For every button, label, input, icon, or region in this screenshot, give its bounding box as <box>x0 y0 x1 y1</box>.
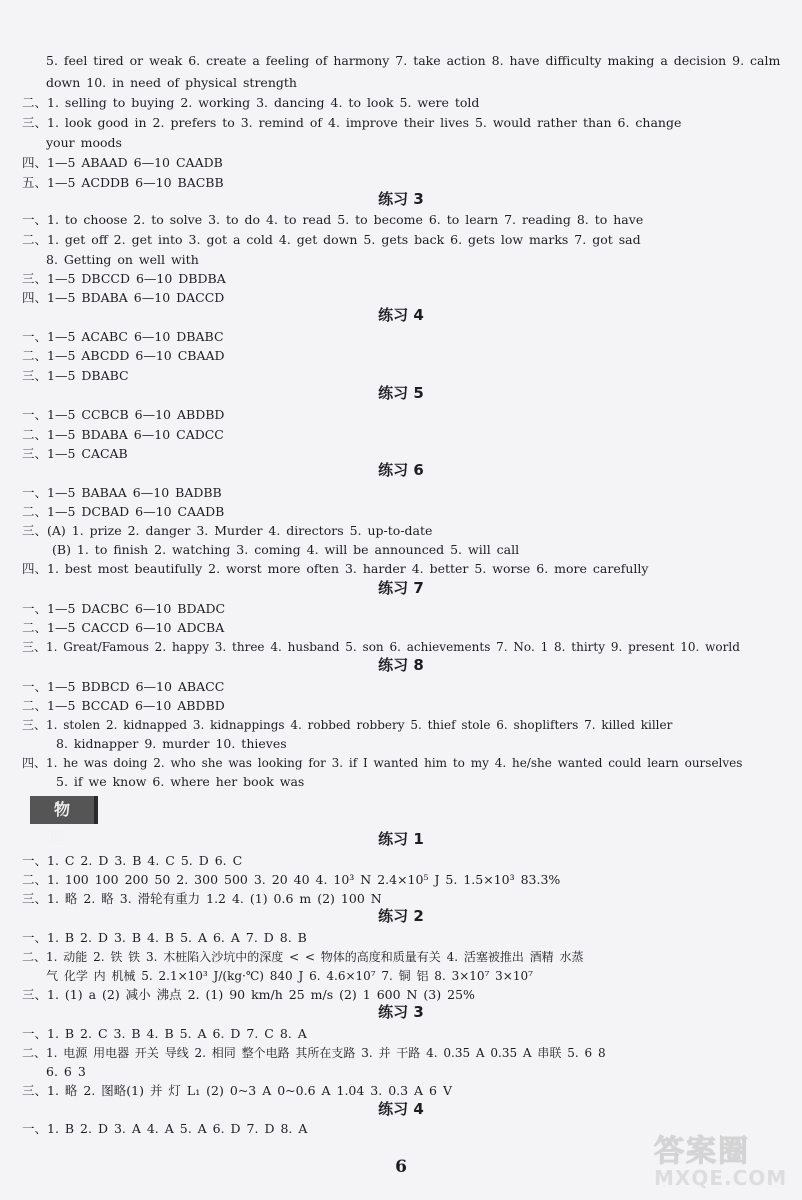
site-watermark <box>654 1126 794 1196</box>
answer-line: 一、1—5 DACBC 6—10 BDADC <box>22 601 226 616</box>
page-number: 6 <box>395 1157 407 1177</box>
answer-line: 8. Getting on well with <box>46 252 199 267</box>
answer-line: 一、1—5 BDBCD 6—10 ABACC <box>22 679 225 694</box>
answer-line: 四、1. he was doing 2. who she was looking for 3. if I wanted him to my 4. he/she wanted could learn ourselves <box>22 756 743 770</box>
answer-line: 二、1—5 DCBAD 6—10 CAADB <box>22 504 225 519</box>
answer-line: 三、(A) 1. prize 2. danger 3. Murder 4. directors 5. up-to-date <box>22 523 433 538</box>
exercise-title: 练习 8 <box>378 656 424 674</box>
answer-line: 二、1. 电源 用电器 开关 导线 2. 相同 整个电路 其所在支路 3. 并 干路 4. 0.35 A 0.35 A 串联 5. 6 8 <box>22 1046 606 1060</box>
exercise-title: 练习 2 <box>378 907 424 925</box>
exercise-title: 练习 4 <box>378 1100 424 1118</box>
answer-line: 一、1. B 2. C 3. B 4. B 5. A 6. D 7. C 8. A <box>22 1026 307 1041</box>
answer-line: 一、1. to choose 2. to solve 3. to do 4. to read 5. to become 6. to learn 7. reading 8. to have <box>22 212 644 227</box>
answer-line: 三、1. stolen 2. kidnapped 3. kidnappings 4. robbed robbery 5. thief stole 6. shoplifters 7. killed killer <box>22 718 673 732</box>
answer-line: 四、1—5 BDABA 6—10 DACCD <box>22 290 225 305</box>
answer-line: 三、1—5 DBCCD 6—10 DBDBA <box>22 271 226 286</box>
subject-label-physics: 物 理 <box>30 796 98 824</box>
exercise-title: 练习 3 <box>378 190 424 208</box>
answer-line: 三、1. 略 2. 图略(1) 并 灯 L₁ (2) 0~3 A 0~0.6 A 1.04 3. 0.3 A 6 V <box>22 1083 453 1098</box>
answer-line: 一、1—5 ACABC 6—10 DBABC <box>22 329 224 344</box>
answer-line: 一、1. B 2. D 3. A 4. A 5. A 6. D 7. D 8. A <box>22 1121 308 1136</box>
answer-line: 三、1. (1) a (2) 减小 沸点 2. (1) 90 km/h 25 m/s (2) 1 600 N (3) 25% <box>22 987 475 1002</box>
answer-line: 二、1. get off 2. get into 3. got a cold 4. get down 5. gets back 6. gets low marks 7. got sad <box>22 232 641 247</box>
answer-line: 三、1—5 CACAB <box>22 446 128 461</box>
exercise-title: 练习 5 <box>378 384 424 402</box>
answer-line: 5. feel tired or weak 6. create a feeling of harmony 7. take action 8. have difficulty making a decision 9. calm <box>46 53 781 68</box>
watermark-domain: MXQE.COM <box>654 1166 788 1190</box>
answer-line: 一、1—5 BABAA 6—10 BADBB <box>22 485 222 500</box>
answer-line: 三、1. look good in 2. prefers to 3. remind of 4. improve their lives 5. would rather than 6. change <box>22 115 682 130</box>
answer-line: (B) 1. to finish 2. watching 3. coming 4. will be announced 5. will call <box>52 542 520 557</box>
answer-line: 二、1—5 BDABA 6—10 CADCC <box>22 427 224 442</box>
watermark-logo-text: 答案圈 <box>654 1134 750 1169</box>
exercise-title: 练习 3 <box>378 1003 424 1021</box>
answer-line: 8. kidnapper 9. murder 10. thieves <box>56 736 287 751</box>
answer-line: 四、1—5 ABAAD 6—10 CAADB <box>22 155 223 170</box>
answer-line: 四、1. best most beautifully 2. worst more often 3. harder 4. better 5. worse 6. more carefully <box>22 561 649 576</box>
exercise-title: 练习 7 <box>378 579 424 597</box>
answer-line: 二、1—5 BCCAD 6—10 ABDBD <box>22 698 225 713</box>
answer-line: 一、1—5 CCBCB 6—10 ABDBD <box>22 407 225 422</box>
answer-line: 二、1. 动能 2. 铁 铁 3. 木桩陷入沙坑中的深度 < < 物体的高度和质量有关 4. 活塞被推出 酒精 水蒸 <box>22 950 584 964</box>
exercise-title: 练习 4 <box>378 306 424 324</box>
answer-line: 一、1. C 2. D 3. B 4. C 5. D 6. C <box>22 853 243 868</box>
answer-line: 三、1. 略 2. 略 3. 滑轮有重力 1.2 4. (1) 0.6 m (2) 100 N <box>22 891 382 906</box>
answer-line: 一、1. B 2. D 3. B 4. B 5. A 6. A 7. D 8. B <box>22 930 307 945</box>
answer-line: 三、1—5 DBABC <box>22 368 129 383</box>
answer-line: 二、1. selling to buying 2. working 3. dancing 4. to look 5. were told <box>22 95 480 110</box>
answer-line: 二、1—5 ABCDD 6—10 CBAAD <box>22 348 225 363</box>
answer-line: down 10. in need of physical strength <box>46 75 297 90</box>
answer-line: 三、1. Great/Famous 2. happy 3. three 4. husband 5. son 6. achievements 7. No. 1 8. thirty 9. present 10. world <box>22 640 740 654</box>
answer-line: 6. 6 3 <box>46 1064 86 1079</box>
answer-line: 二、1—5 CACCD 6—10 ADCBA <box>22 620 225 635</box>
answer-line: 二、1. 100 100 200 50 2. 300 500 3. 20 40 4. 10³ N 2.4×10⁵ J 5. 1.5×10³ 83.3% <box>22 872 561 887</box>
answer-line: 五、1—5 ACDDB 6—10 BACBB <box>22 175 224 190</box>
exercise-title: 练习 6 <box>378 461 424 479</box>
answer-line: 5. if we know 6. where her book was <box>56 774 305 789</box>
answer-line: 气 化学 内 机械 5. 2.1×10³ J/(kg·℃) 840 J 6. 4.6×10⁷ 7. 铜 铝 8. 3×10⁷ 3×10⁷ <box>46 969 533 983</box>
exercise-title: 练习 1 <box>378 830 424 848</box>
answer-line: your moods <box>46 135 122 150</box>
